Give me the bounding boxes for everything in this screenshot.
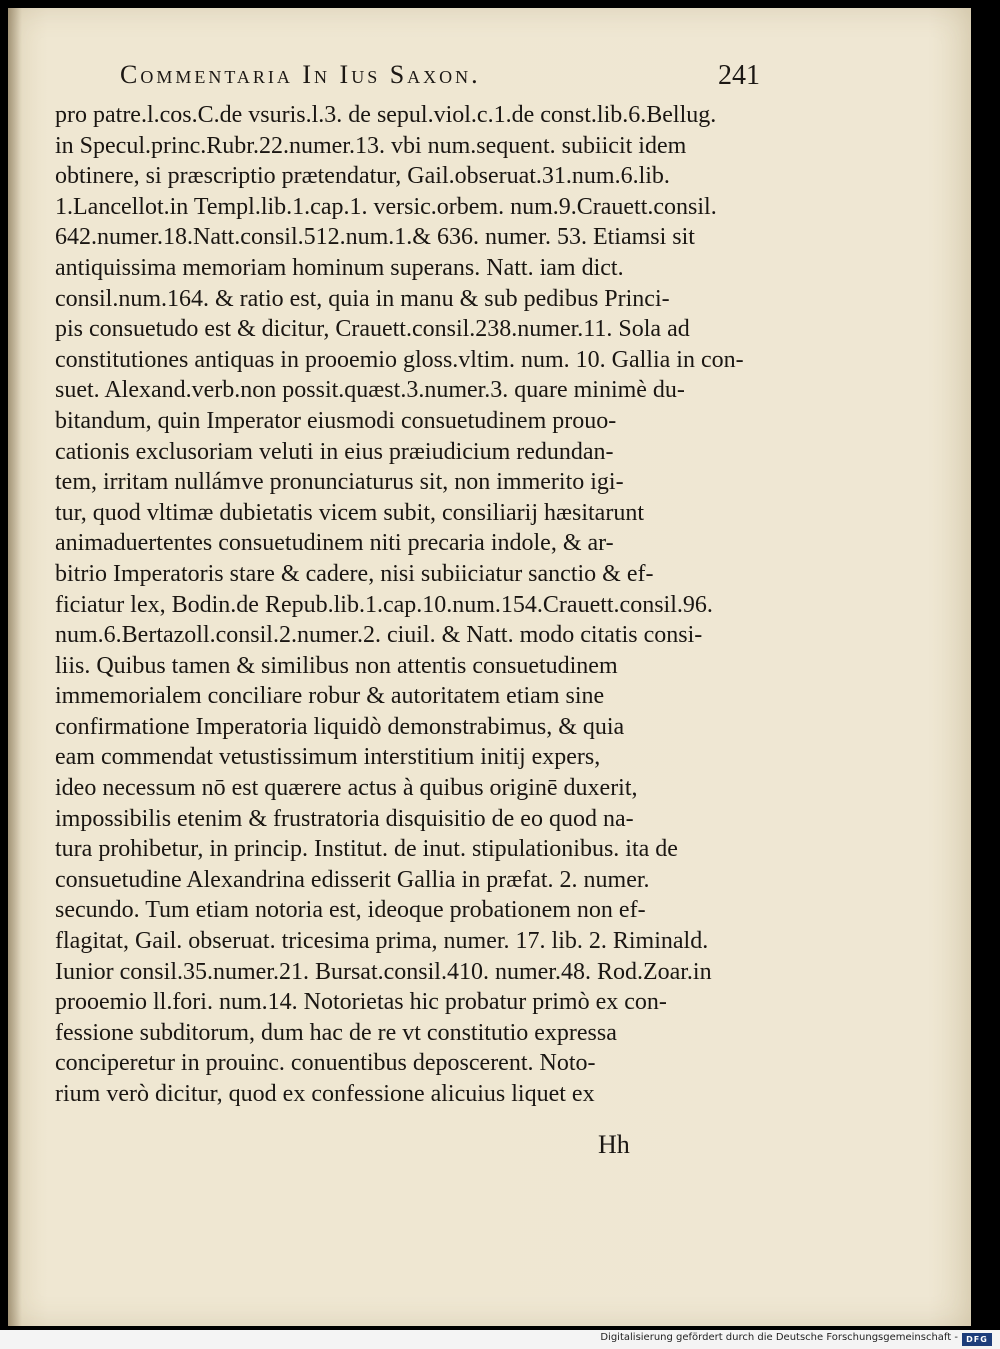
text-line: tur, quod vltimæ dubietatis vicem subit, consiliarij hæsitarunt — [55, 499, 644, 526]
footer-bar — [0, 1330, 1000, 1349]
text-line: confirmatione Imperatoria liquidò demonstrabimus, & quia — [55, 713, 625, 740]
text-line: antiquissima memoriam hominum superans. Natt. iam dict. — [55, 254, 624, 281]
text-line: prooemio ll.fori. num.14. Notorietas hic probatur primò ex con- — [55, 989, 667, 1016]
text-line: consil.num.164. & ratio est, quia in manu & sub pedibus Princi- — [55, 285, 670, 312]
text-line: ideo necessum nō est quærere actus à quibus originē duxerit, — [55, 775, 638, 802]
text-line: fessione subditorum, dum hac de re vt constitutio expressa — [55, 1019, 617, 1046]
text-line: eam commendat vetustissimum interstitium initij expers, — [55, 744, 601, 771]
text-line: ficiatur lex, Bodin.de Repub.lib.1.cap.10.num.154.Crauett.consil.96. — [55, 591, 713, 618]
text-line: consuetudine Alexandrina edisserit Gallia in præfat. 2. numer. — [55, 866, 650, 893]
text-line: tura prohibetur, in princip. Institut. de inut. stipulationibus. ita de — [55, 836, 678, 863]
text-line: bitandum, quin Imperator eiusmodi consuetudinem prouo- — [55, 407, 617, 434]
text-line: 1.Lancellot.in Templ.lib.1.cap.1. versic.orbem. num.9.Crauett.consil. — [55, 193, 717, 220]
page-gutter-shadow — [8, 8, 22, 1326]
text-line: pis consuetudo est & dicitur, Crauett.consil.238.numer.11. Sola ad — [55, 316, 690, 343]
running-title: Commentaria In Ius Saxon. — [120, 60, 481, 89]
text-line: pro patre.l.cos.C.de vsuris.l.3. de sepul.viol.c.1.de const.lib.6.Bellug. — [55, 102, 717, 128]
text-line: in Specul.princ.Rubr.22.numer.13. vbi num.sequent. subiicit idem — [55, 132, 687, 159]
text-line: secundo. Tum etiam notoria est, ideoque probationem non ef- — [55, 897, 646, 924]
text-line: immemorialem conciliare robur & autoritatem etiam sine — [55, 683, 605, 710]
text-line: num.6.Bertazoll.consil.2.numer.2. ciuil. & Natt. modo citatis consi- — [55, 622, 703, 649]
catchword: Hh — [598, 1130, 630, 1159]
text-line: animaduertentes consuetudinem niti precaria indole, & ar- — [55, 530, 614, 557]
text-line: cationis exclusoriam veluti in eius præiudicium redundan- — [55, 438, 614, 465]
text-line: 642.numer.18.Natt.consil.512.num.1.& 636. numer. 53. Etiamsi sit — [55, 224, 695, 251]
page-number: 241 — [718, 60, 760, 91]
text-line: impossibilis etenim & frustratoria disquisitio de eo quod na- — [55, 805, 634, 832]
digitization-credit: Digitalisierung gefördert durch die Deutsche Forschungsgemeinschaft - — [600, 1332, 958, 1343]
text-line: Iunior consil.35.numer.21. Bursat.consil.410. numer.48. Rod.Zoar.in — [55, 958, 712, 985]
text-line: obtinere, si præscriptio prætendatur, Gail.obseruat.31.num.6.lib. — [55, 163, 670, 190]
text-line: suet. Alexand.verb.non possit.quæst.3.numer.3. quare minimè du- — [55, 377, 685, 404]
text-line: constitutiones antiquas in prooemio gloss.vltim. num. 10. Gallia in con- — [55, 346, 744, 373]
text-line: flagitat, Gail. obseruat. tricesima prima, numer. 17. lib. 2. Riminald. — [55, 928, 709, 955]
text-line: bitrio Imperatoris stare & cadere, nisi subiiciatur sanctio & ef- — [55, 560, 654, 587]
text-line: conciperetur in prouinc. conuentibus deposcerent. Noto- — [55, 1050, 596, 1077]
dfg-logo: DFG — [962, 1333, 992, 1346]
body-text — [55, 100, 765, 1110]
text-line: rium verò dicitur, quod ex confessione alicuius liquet ex — [55, 1081, 595, 1107]
text-line: liis. Quibus tamen & similibus non attentis consuetudinem — [55, 652, 618, 679]
text-line: tem, irritam nullámve pronunciaturus sit, non immerito igi- — [55, 469, 624, 496]
